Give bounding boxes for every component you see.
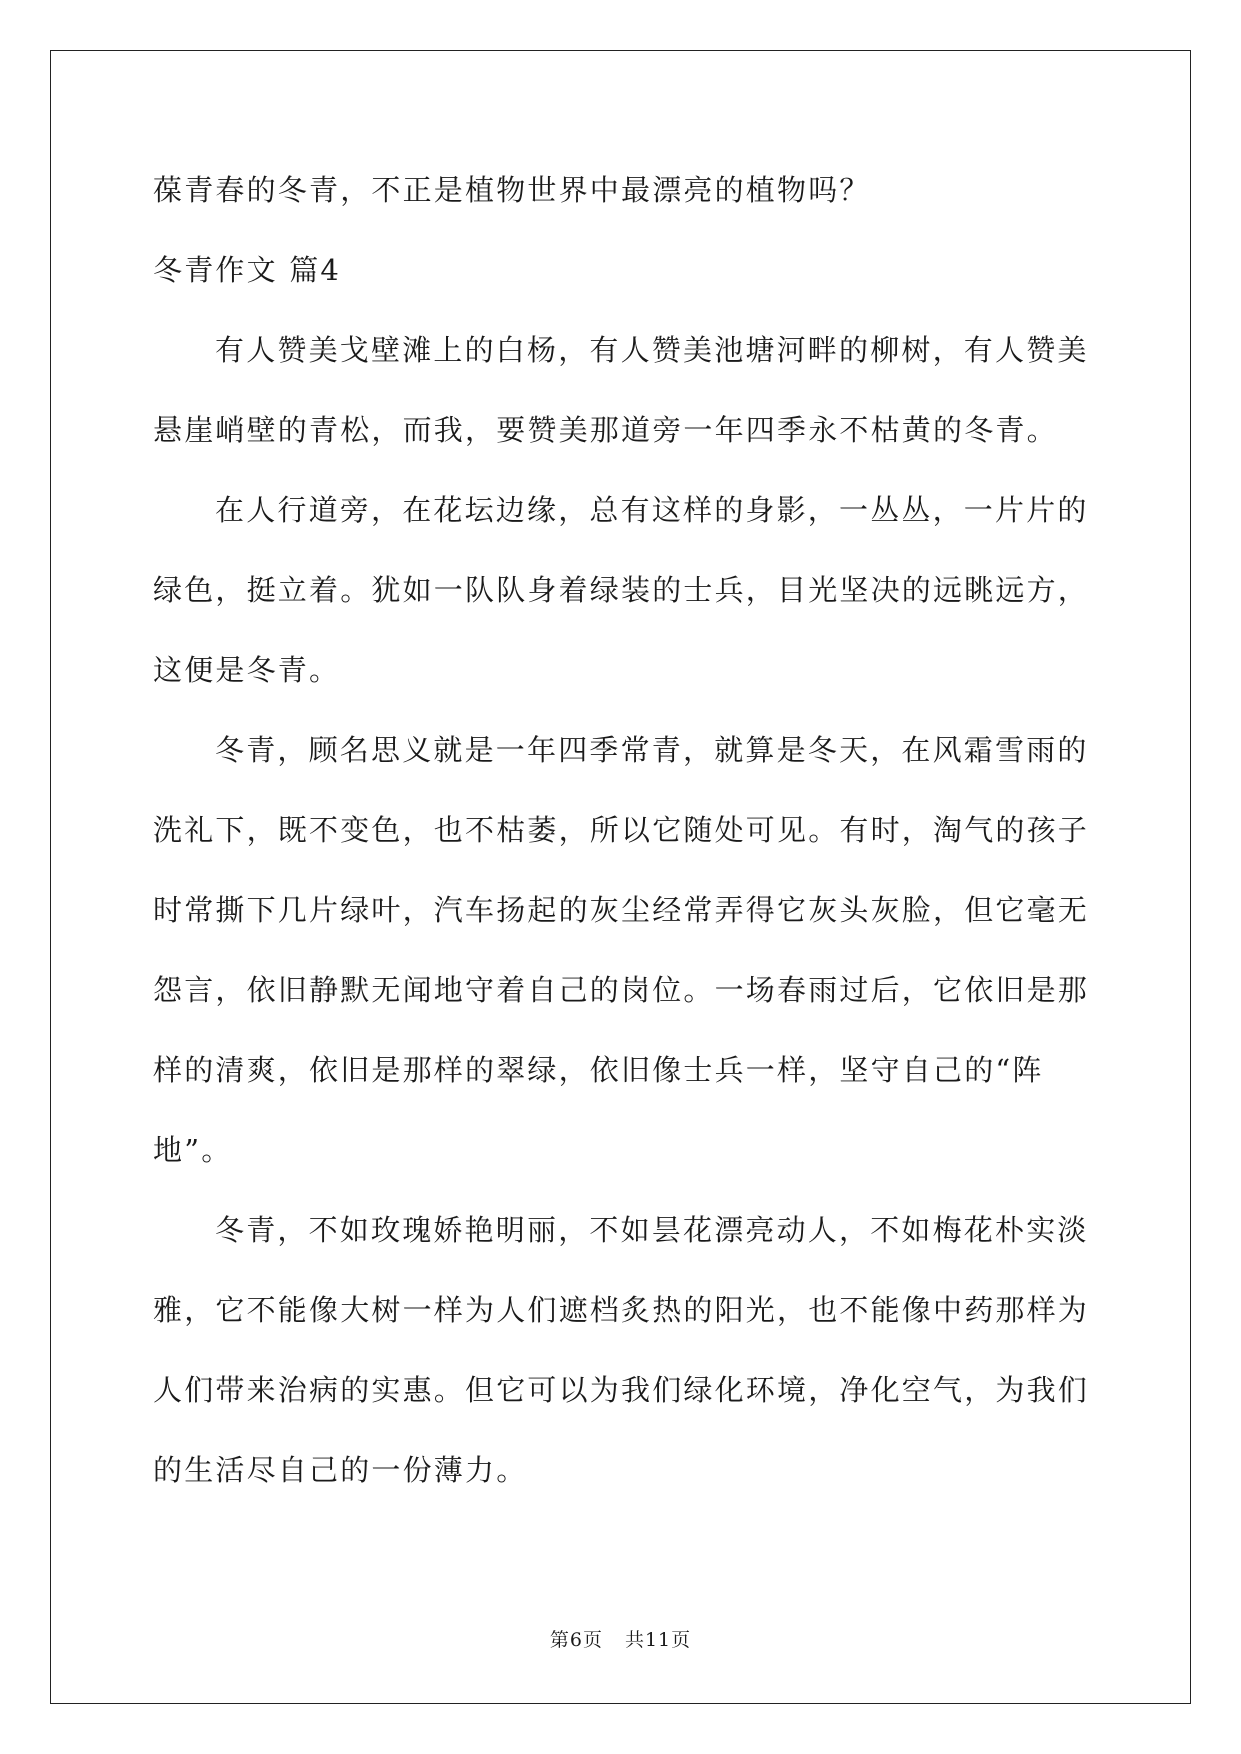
text-line: 的生活尽自己的一份薄力。 xyxy=(153,1453,528,1487)
section-heading: 冬青作文 篇4 xyxy=(153,253,342,287)
text-line: 在人行道旁，在花坛边缘，总有这样的身影，一丛丛，一片片的 xyxy=(215,493,1089,527)
text-line: 洗礼下，既不变色，也不枯萎，所以它随处可见。有时，淘气的孩子 xyxy=(153,813,1090,847)
text-line: 人们带来治病的实惠。但它可以为我们绿化环境，净化空气，为我们 xyxy=(153,1373,1090,1407)
text-line: 悬崖峭壁的青松，而我，要赞美那道旁一年四季永不枯黄的冬青。 xyxy=(153,413,1058,447)
text-line: 样的清爽，依旧是那样的翠绿，依旧像士兵一样，坚守自己的“阵 xyxy=(153,1053,1044,1087)
text-line: 有人赞美戈壁滩上的白杨，有人赞美池塘河畔的柳树，有人赞美 xyxy=(215,333,1089,367)
text-line: 怨言，依旧静默无闻地守着自己的岗位。一场春雨过后，它依旧是那 xyxy=(153,973,1090,1007)
page-total: 共11页 xyxy=(624,1629,692,1651)
text-line: 冬青，顾名思义就是一年四季常青，就算是冬天，在风霜雪雨的 xyxy=(215,733,1089,767)
page-footer xyxy=(0,1628,1241,1652)
text-line: 冬青，不如玫瑰娇艳明丽，不如昙花漂亮动人，不如梅花朴实淡 xyxy=(215,1213,1089,1247)
text-line: 时常撕下几片绿叶，汽车扬起的灰尘经常弄得它灰头灰脸，但它毫无 xyxy=(153,893,1090,927)
text-line: 绿色，挺立着。犹如一队队身着绿装的士兵，目光坚决的远眺远方， xyxy=(153,573,1090,607)
text-line: 葆青春的冬青，不正是植物世界中最漂亮的植物吗？ xyxy=(153,173,871,207)
text-line: 这便是冬青。 xyxy=(153,653,341,687)
page-number: 第6页 xyxy=(549,1629,603,1651)
text-line: 地”。 xyxy=(153,1133,233,1167)
text-line: 雅，它不能像大树一样为人们遮档炙热的阳光，也不能像中药那样为 xyxy=(153,1293,1090,1327)
